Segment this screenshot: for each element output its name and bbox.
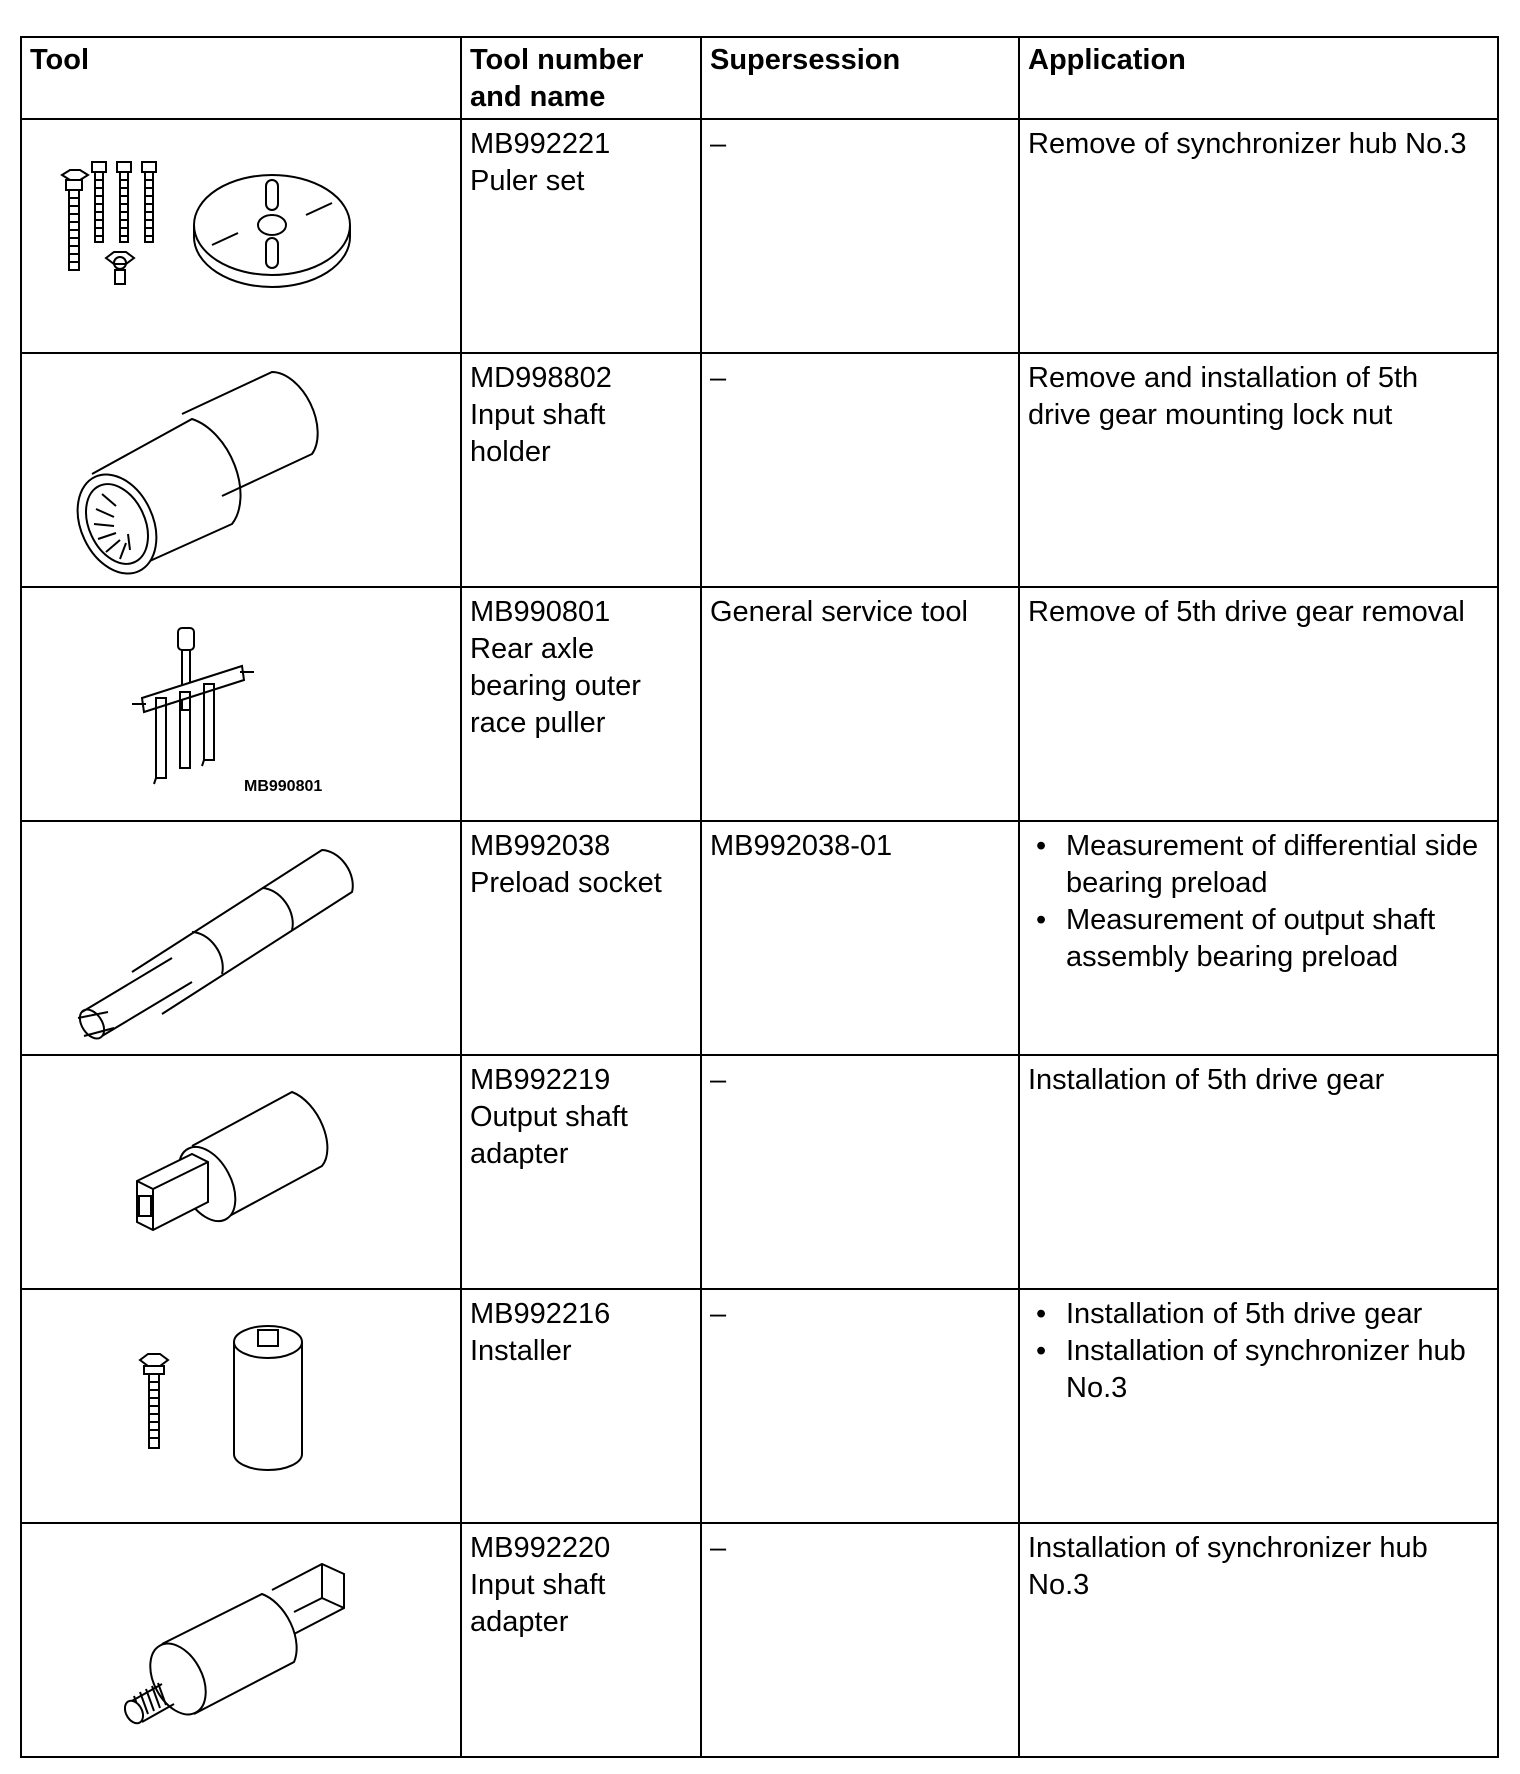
table-row [21, 1055, 1498, 1289]
tool-number-cell [461, 1055, 701, 1289]
tool-number: MB992216 [470, 1298, 611, 1330]
header-row [21, 37, 1498, 119]
tool-name: Rear axle bearing outer race puller [470, 633, 641, 739]
tool-number: MB992221 [470, 128, 611, 160]
tool-name: Output shaft adapter [470, 1101, 628, 1170]
list-item: • Measurement of differential side bearing preload [1066, 828, 1489, 902]
header-application: Application [1019, 37, 1498, 119]
tool-name: Installer [470, 1335, 572, 1367]
special-tools-table [20, 36, 1499, 1758]
tool-name: Input shaft adapter [470, 1569, 606, 1638]
input-shaft-holder-icon [22, 354, 462, 586]
list-item: • Installation of 5th drive gear [1066, 1296, 1489, 1333]
tool-image-cell [21, 1055, 461, 1289]
header-tool-number: Tool number and name [461, 37, 701, 119]
output-shaft-adapter-icon [22, 1056, 462, 1288]
tool-image-cell [21, 821, 461, 1055]
application-cell [1019, 821, 1498, 1055]
table-row [21, 353, 1498, 587]
tool-image-cell [21, 1523, 461, 1757]
table-row [21, 119, 1498, 353]
application-cell [1019, 1289, 1498, 1523]
tool-number-cell [461, 1523, 701, 1757]
table-row [21, 1523, 1498, 1757]
tool-number-cell [461, 353, 701, 587]
supersession-cell: General service tool [701, 587, 1019, 821]
application-list [1028, 828, 1489, 976]
tool-number: MD998802 [470, 362, 612, 394]
input-shaft-adapter-icon [22, 1524, 462, 1756]
header-tool: Tool [21, 37, 461, 119]
supersession-cell: MB992038-01 [701, 821, 1019, 1055]
list-item: • Installation of synchronizer hub No.3 [1066, 1333, 1489, 1407]
tool-name: Input shaft holder [470, 399, 606, 468]
preload-socket-icon [22, 822, 462, 1054]
installer-icon [22, 1290, 462, 1522]
list-item: • Measurement of output shaft assembly bearing preload [1066, 902, 1489, 976]
table-row [21, 1289, 1498, 1523]
tool-image-cell [21, 1289, 461, 1523]
application-list [1028, 1296, 1489, 1407]
tool-number: MB990801 [470, 596, 611, 628]
tool-number-cell [461, 587, 701, 821]
tool-image-cell [21, 353, 461, 587]
supersession-cell: – [701, 353, 1019, 587]
table-row [21, 821, 1498, 1055]
application-cell: Installation of synchronizer hub No.3 [1019, 1523, 1498, 1757]
supersession-cell: – [701, 1289, 1019, 1523]
application-cell: Installation of 5th drive gear [1019, 1055, 1498, 1289]
supersession-cell: – [701, 119, 1019, 353]
drawing-caption: MB990801 [244, 778, 323, 795]
application-cell: Remove and installation of 5th drive gear mounting lock nut [1019, 353, 1498, 587]
tool-number: MB992038 [470, 830, 611, 862]
tool-number: MB992220 [470, 1532, 611, 1564]
tool-number-cell [461, 119, 701, 353]
puller-set-icon [22, 120, 462, 352]
bearing-race-puller-icon [22, 588, 462, 820]
tool-image-cell [21, 587, 461, 821]
supersession-cell: – [701, 1055, 1019, 1289]
tool-number-cell [461, 1289, 701, 1523]
tool-number-cell [461, 821, 701, 1055]
application-cell: Remove of synchronizer hub No.3 [1019, 119, 1498, 353]
tool-name: Puler set [470, 165, 585, 197]
header-supersession: Supersession [701, 37, 1019, 119]
tool-image-cell [21, 119, 461, 353]
table-row [21, 587, 1498, 821]
tool-name: Preload socket [470, 867, 662, 899]
supersession-cell: – [701, 1523, 1019, 1757]
tool-number: MB992219 [470, 1064, 611, 1096]
application-cell: Remove of 5th drive gear removal [1019, 587, 1498, 821]
